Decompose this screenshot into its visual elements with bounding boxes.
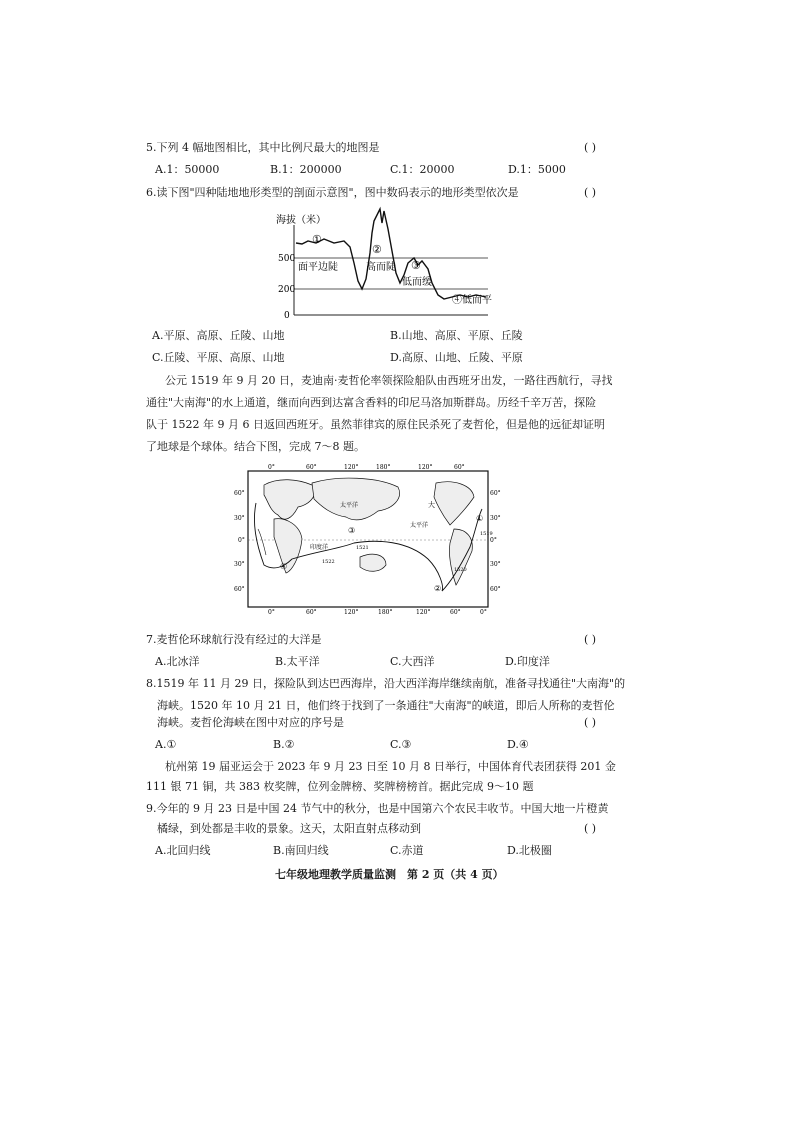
q8-line2: 海峡。1520 年 10 月 21 日，他们终于找到了一条通往"大南海"的峡道，即后人所称的麦哲伦 xyxy=(157,699,615,712)
map-marker-2: ② xyxy=(434,584,442,593)
map-top-lon-3: 120° xyxy=(344,464,359,471)
map-year-4: 1520 xyxy=(454,567,467,573)
map-right-lat-5: 60° xyxy=(490,586,501,593)
profile-ylabel: 海拔（米） xyxy=(276,215,326,226)
map-left-lat-4: 30° xyxy=(234,561,245,568)
map-bottom-lon-5: 120° xyxy=(416,609,431,615)
q9-line2: 橘绿，到处都是丰收的景象。这天，太阳直射点移动到 xyxy=(157,822,421,835)
map-bottom-lon-6: 60° xyxy=(450,609,461,615)
map-year-1: 1521 xyxy=(356,545,369,551)
q7-answer-paren: ( ) xyxy=(584,633,597,646)
passage1-line3: 队于 1522 年 9 月 6 日返回西班牙。虽然菲律宾的原住民杀死了麦哲伦，但是他的远征却证明 xyxy=(146,418,605,431)
map-top-lon-2: 60° xyxy=(306,464,317,471)
q7-stem: 7.麦哲伦环球航行没有经过的大洋是 xyxy=(146,633,322,646)
q9-line1: 9.今年的 9 月 23 日是中国 24 节气中的秋分，也是中国第六个农民丰收节。中国大地一片橙黄 xyxy=(146,802,609,815)
profile-tick-200: 200 xyxy=(278,285,296,295)
map-top-lon-5: 120° xyxy=(418,464,433,471)
passage2-line2: 111 银 71 铜，共 383 枚奖牌，位列金牌榜、奖牌榜榜首。据此完成 9～10 题 xyxy=(146,780,534,793)
map-bottom-lon-1: 0° xyxy=(268,609,275,615)
q9-option-a: A.北回归线 xyxy=(155,844,211,857)
map-left-lat-5: 60° xyxy=(234,586,245,593)
q6-option-b: B.山地、高原、平原、丘陵 xyxy=(390,329,523,342)
passage1-line2: 通往"大南海"的水上通道，继而向西到达富含香料的印尼马洛加斯群岛。历经千辛万苦，探险 xyxy=(146,396,597,409)
map-bottom-lon-2: 60° xyxy=(306,609,317,615)
map-left-lat-2: 30° xyxy=(234,515,245,522)
map-bottom-lon-3: 120° xyxy=(344,609,359,615)
map-top-lon-4: 180° xyxy=(376,464,391,471)
map-bottom-lon-4: 180° xyxy=(378,609,393,615)
map-australia xyxy=(360,554,386,571)
passage1-line4: 了地球是个球体。结合下图，完成 7～8 题。 xyxy=(146,440,365,453)
q6-option-d: D.高原、山地、丘陵、平原 xyxy=(390,351,523,364)
q9-option-c: C.赤道 xyxy=(390,844,424,857)
map-year-3: 1519 xyxy=(480,531,493,537)
profile-label-mountain: 高而陡 xyxy=(366,262,396,273)
q5-option-a: A.1：50000 xyxy=(155,163,220,176)
profile-marker-1: ① xyxy=(312,233,322,246)
map-top-lon-6: 60° xyxy=(454,464,465,471)
q9-answer-paren: ( ) xyxy=(584,822,597,835)
map-marker-4: ④ xyxy=(280,562,288,571)
profile-marker-2: ② xyxy=(372,243,382,256)
page-footer: 七年级地理教学质量监测 第 2 页（共 4 页） xyxy=(275,868,504,881)
map-right-lat-4: 30° xyxy=(490,561,501,568)
map-marker-1: ① xyxy=(476,514,484,523)
profile-marker-3: ③ xyxy=(411,259,421,272)
profile-tick-0: 0 xyxy=(284,311,290,321)
magellan-route-map xyxy=(228,463,508,615)
map-right-lat-1: 60° xyxy=(490,490,501,497)
map-label-indian: 印度洋 xyxy=(310,544,329,551)
q8-option-c: C.③ xyxy=(390,738,412,751)
q5-answer-paren: ( ) xyxy=(584,141,597,154)
q5-option-c: C.1：20000 xyxy=(390,163,455,176)
q7-option-b: B.太平洋 xyxy=(275,655,320,668)
q6-answer-paren: ( ) xyxy=(584,186,597,199)
q7-option-c: C.大西洋 xyxy=(390,655,435,668)
map-left-lat-1: 60° xyxy=(234,490,245,497)
q5-stem: 5.下列 4 幅地图相比，其中比例尺最大的地图是 xyxy=(146,141,380,154)
profile-label-plateau: 面平边陡 xyxy=(298,262,338,273)
map-marker-3: ③ xyxy=(348,526,356,535)
map-label-pacific-west: 太平洋 xyxy=(340,502,359,509)
q8-answer-paren: ( ) xyxy=(584,716,597,729)
map-right-lat-2: 30° xyxy=(490,515,501,522)
q7-option-a: A.北冰洋 xyxy=(155,655,200,668)
map-year-2: 1522 xyxy=(322,559,335,565)
profile-tick-500: 500 xyxy=(278,254,296,264)
map-left-lat-3: 0° xyxy=(238,537,245,544)
q9-option-b: B.南回归线 xyxy=(273,844,329,857)
q8-line3: 海峡。麦哲伦海峡在图中对应的序号是 xyxy=(157,716,344,729)
map-bottom-lon-7: 0° xyxy=(480,609,487,615)
q5-option-d: D.1：5000 xyxy=(508,163,566,176)
profile-label-plain: ④低而平 xyxy=(452,295,492,306)
q8-line1: 8.1519 年 11 月 29 日，探险队到达巴西海岸，沿大西洋海岸继续南航，准备寻找通往"大南海"的 xyxy=(146,677,626,690)
q8-option-d: D.④ xyxy=(507,738,529,751)
map-label-pacific-east: 太平洋 xyxy=(410,522,429,529)
q6-option-c: C.丘陵、平原、高原、山地 xyxy=(152,351,285,364)
q8-option-b: B.② xyxy=(273,738,295,751)
q6-stem: 6.读下图"四种陆地地形类型的剖面示意图"，图中数码表示的地形类型依次是 xyxy=(146,186,519,199)
profile-label-hill: 低而缓 xyxy=(402,277,432,288)
q9-option-d: D.北极圈 xyxy=(507,844,552,857)
map-right-lat-3: 0° xyxy=(490,537,497,544)
q8-option-a: A.① xyxy=(155,738,177,751)
passage2-line1: 杭州第 19 届亚运会于 2023 年 9 月 23 日至 10 月 8 日举行，中国体育代表团获得 201 金 xyxy=(165,760,616,773)
terrain-profile-diagram xyxy=(268,203,498,323)
map-label-atlantic: 大 xyxy=(428,501,435,509)
q6-option-a: A.平原、高原、丘陵、山地 xyxy=(152,329,285,342)
q7-option-d: D.印度洋 xyxy=(505,655,550,668)
passage1-line1: 公元 1519 年 9 月 20 日，麦迪南·麦哲伦率领探险船队由西班牙出发，一路往西航行，寻找 xyxy=(165,374,613,387)
map-top-lon-1: 0° xyxy=(268,464,275,471)
q5-option-b: B.1：200000 xyxy=(270,163,342,176)
